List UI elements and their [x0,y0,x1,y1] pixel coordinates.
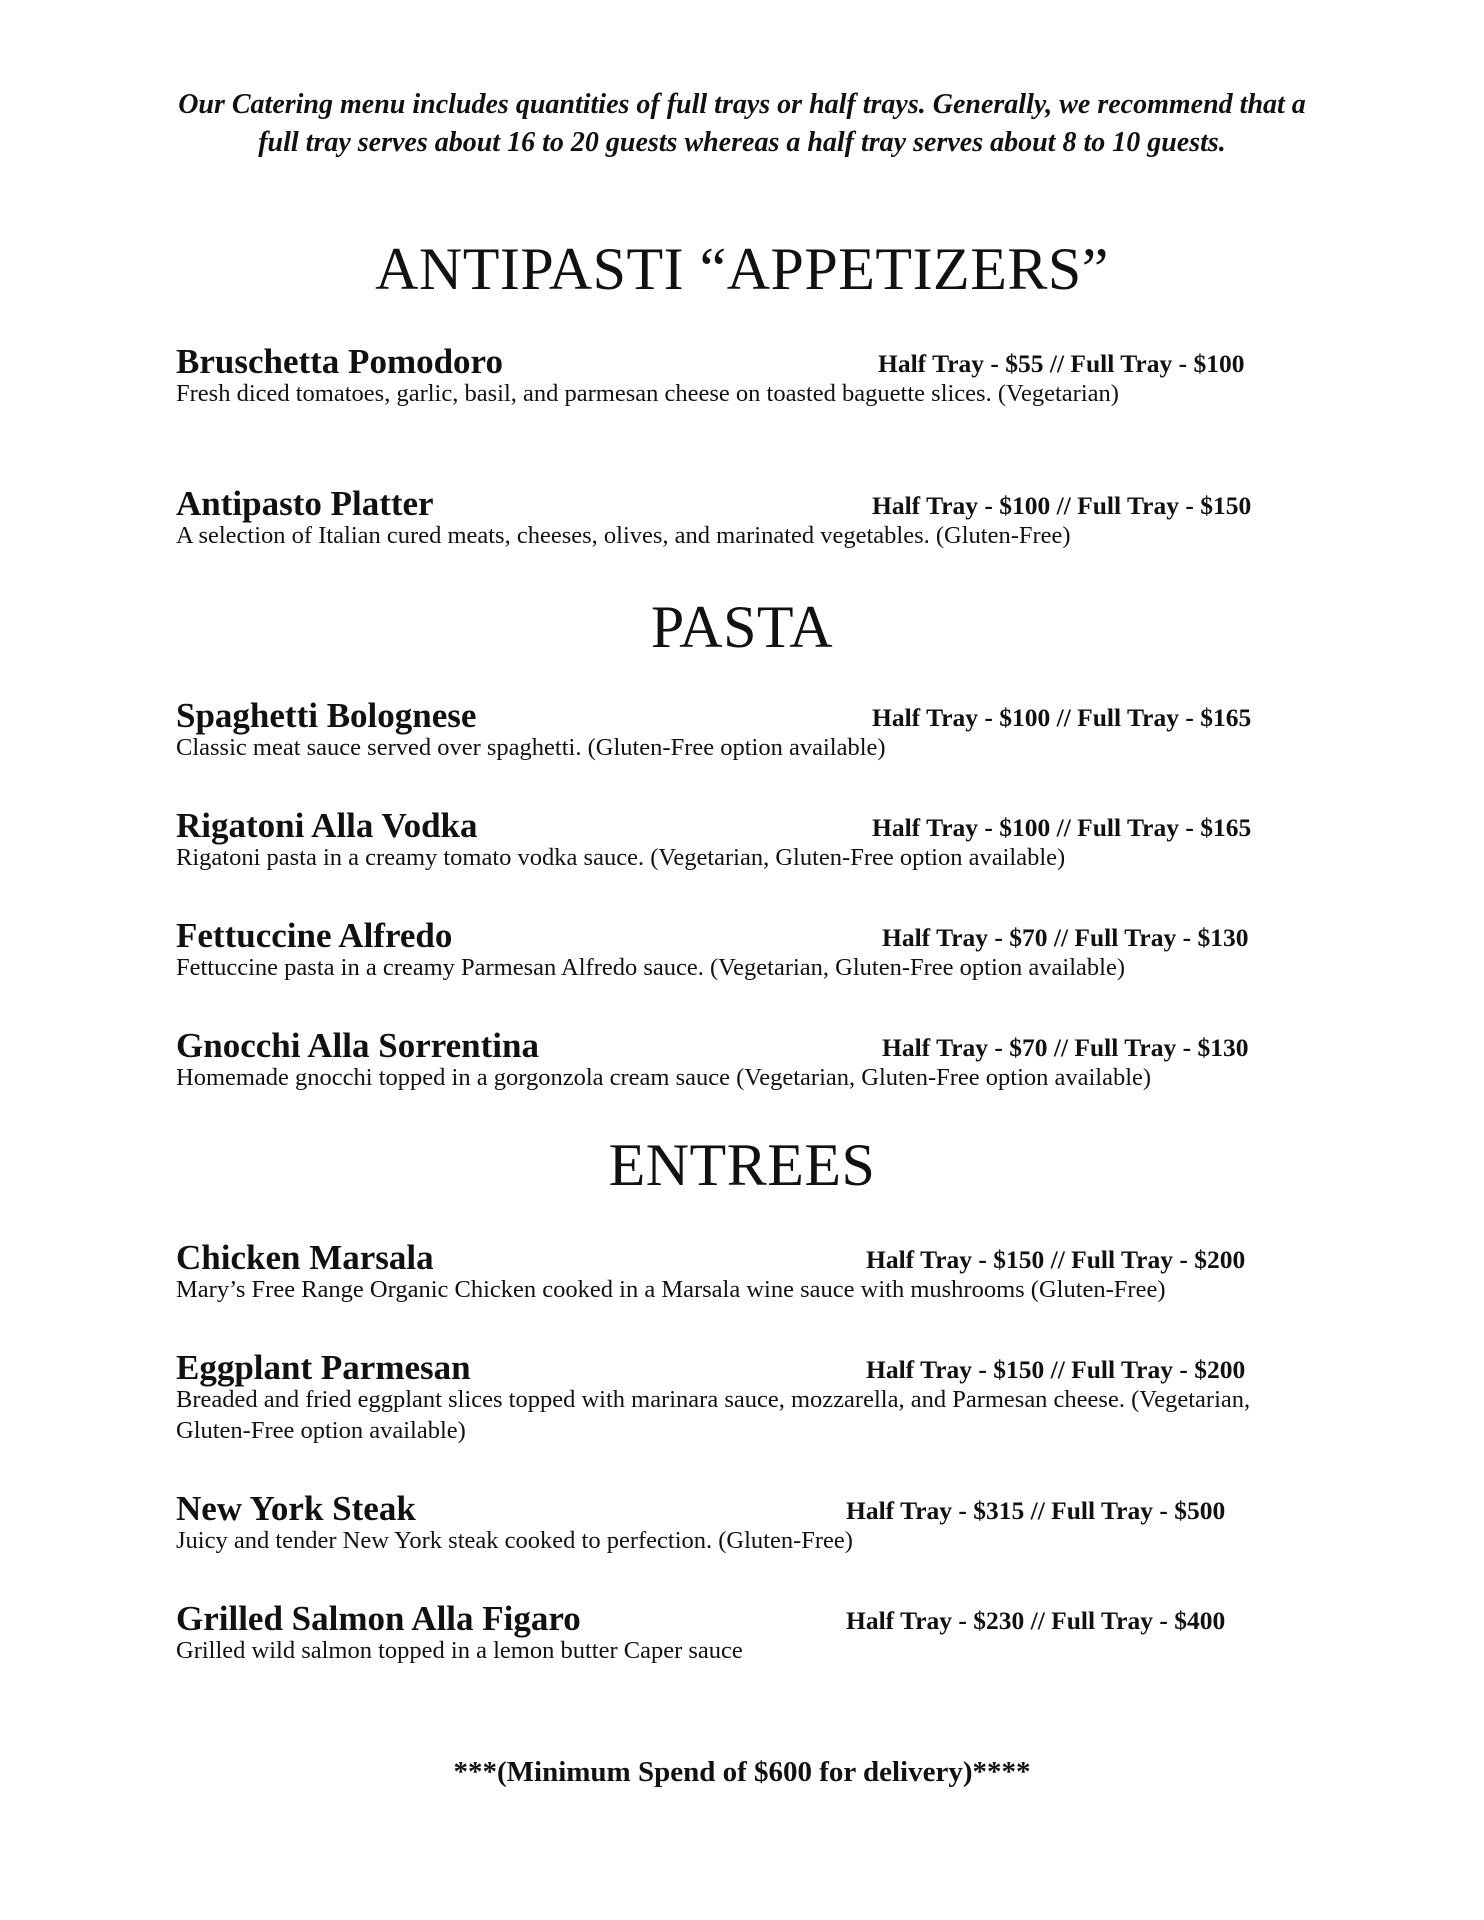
menu-item-antipasto-platter [176,482,1316,551]
item-name: Gnocchi Alla Sorrentina [176,1026,539,1065]
item-name: Antipasto Platter [176,484,434,523]
item-price: Half Tray - $100 // Full Tray - $165 [872,703,1252,732]
item-name: Bruschetta Pomodoro [176,342,503,381]
item-price: Half Tray - $230 // Full Tray - $400 [846,1606,1226,1635]
item-description: Classic meat sauce served over spaghetti. (Gluten-Free option available) [176,734,886,761]
item-name: Rigatoni Alla Vodka [176,806,478,845]
item-description: A selection of Italian cured meats, cheeses, olives, and marinated vegetables. (Gluten-Free) [176,522,1071,549]
item-description: Grilled wild salmon topped in a lemon butter Caper sauce [176,1637,743,1664]
item-price: Half Tray - $100 // Full Tray - $150 [872,491,1252,520]
menu-item-rigatoni-alla-vodka [176,804,1316,873]
item-price: Half Tray - $315 // Full Tray - $500 [846,1496,1226,1525]
item-description: Fresh diced tomatoes, garlic, basil, and parmesan cheese on toasted baguette slices. (Vegetarian) [176,380,1119,407]
menu-item-gnocchi-alla-sorrentina [176,1024,1316,1093]
item-description: Fettuccine pasta in a creamy Parmesan Alfredo sauce. (Vegetarian, Gluten-Free option available) [176,954,1125,981]
item-description: Breaded and fried eggplant slices topped with marinara sauce, mozzarella, and Parmesan cheese. (Vegetarian, Gluten-Free option available) [176,1386,1251,1444]
section-heading-entrees: ENTREES [608,1132,876,1198]
item-name: New York Steak [176,1489,416,1528]
menu-item-bruschetta-pomodoro [176,340,1316,409]
item-description: Rigatoni pasta in a creamy tomato vodka sauce. (Vegetarian, Gluten-Free option available) [176,844,1066,871]
item-price: Half Tray - $70 // Full Tray - $130 [882,923,1249,952]
menu-item-eggplant-parmesan [176,1346,1316,1446]
menu-item-fettuccine-alfredo [176,914,1316,983]
item-name: Eggplant Parmesan [176,1348,471,1387]
item-name: Fettuccine Alfredo [176,916,453,955]
item-name: Chicken Marsala [176,1238,434,1277]
menu-item-new-york-steak [176,1487,1316,1556]
menu-item-chicken-marsala [176,1236,1316,1305]
item-description: Mary’s Free Range Organic Chicken cooked in a Marsala wine sauce with mushrooms (Gluten-Free) [176,1276,1166,1303]
item-description: Homemade gnocchi topped in a gorgonzola cream sauce (Vegetarian, Gluten-Free option available) [176,1064,1152,1091]
item-price: Half Tray - $70 // Full Tray - $130 [882,1033,1249,1062]
menu-item-grilled-salmon-alla-figaro [176,1597,1316,1666]
item-price: Half Tray - $150 // Full Tray - $200 [866,1355,1246,1384]
item-name: Spaghetti Bolognese [176,696,477,735]
intro-note: Our Catering menu includes quantities of full trays or half trays. Generally, we recommend that a full tray serves about 16 to 20 guests whereas a half tray serves about 8 to 10 guests. [178,89,1306,158]
item-price: Half Tray - $150 // Full Tray - $200 [866,1245,1246,1274]
section-heading-pasta: PASTA [650,594,834,660]
section-heading-antipasti: ANTIPASTI “APPETIZERS” [375,236,1109,302]
item-name: Grilled Salmon Alla Figaro [176,1599,581,1638]
menu-item-spaghetti-bolognese [176,694,1316,763]
item-price: Half Tray - $55 // Full Tray - $100 [878,349,1245,378]
minimum-spend-note: ***(Minimum Spend of $600 for delivery)**** [453,1756,1031,1788]
item-price: Half Tray - $100 // Full Tray - $165 [872,813,1252,842]
item-description: Juicy and tender New York steak cooked to perfection. (Gluten-Free) [176,1527,853,1554]
